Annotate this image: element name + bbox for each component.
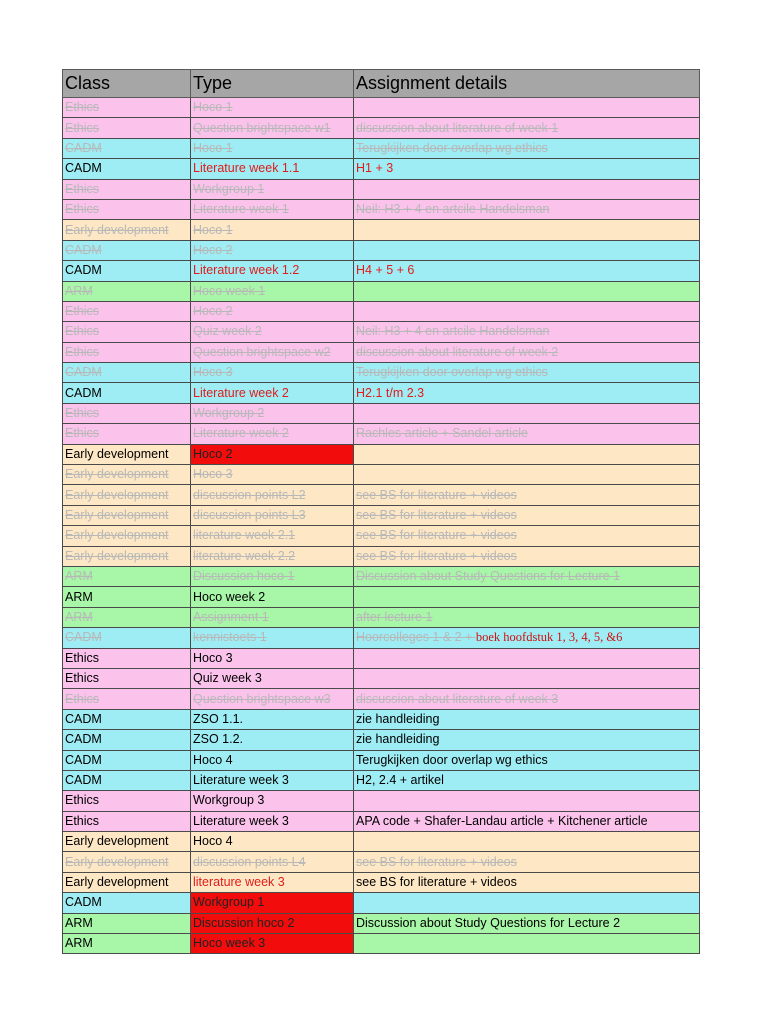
cell-assignment-details [354, 424, 700, 444]
table-row [63, 465, 700, 485]
cell-assignment-details [354, 852, 700, 872]
cell-assignment-details [354, 301, 700, 321]
cell-assignment-details [354, 363, 700, 383]
cell-type: Hoco 1 [191, 220, 354, 240]
cell-class: Early development [63, 546, 191, 566]
cell-type: kennistoets 1 [191, 628, 354, 648]
cell-class: ARM [63, 587, 191, 607]
table-row [63, 852, 700, 872]
table-row [63, 893, 700, 913]
table-row [63, 179, 700, 199]
cell-assignment-details [354, 465, 700, 485]
cell-assignment-details [354, 322, 700, 342]
cell-class: ARM [63, 281, 191, 301]
cell-assignment-details [354, 913, 700, 933]
cell-type: Literature week 2 [191, 424, 354, 444]
cell-assignment-details [354, 261, 700, 281]
cell-type: Question brightspace w1 [191, 118, 354, 138]
details-text: Hoorcolleges 1 & 2 + [356, 630, 476, 645]
details-text: Discussion about Study Questions for Lecture 2 [356, 915, 621, 930]
cell-class: ARM [63, 913, 191, 933]
table-header [63, 70, 700, 98]
table-row [63, 526, 700, 546]
cell-type: Quiz week 3 [191, 668, 354, 688]
cell-type: Workgroup 1 [191, 179, 354, 199]
cell-type: discussion points L3 [191, 505, 354, 525]
cell-class: Early development [63, 444, 191, 464]
cell-class: Early development [63, 872, 191, 892]
details-text: zie handleiding [356, 711, 440, 726]
cell-type: literature week 2.1 [191, 526, 354, 546]
table-row [63, 587, 700, 607]
cell-type: Literature week 2 [191, 383, 354, 403]
table-row [63, 689, 700, 709]
table-row [63, 648, 700, 668]
cell-type: literature week 3 [191, 872, 354, 892]
table-row [63, 403, 700, 423]
cell-assignment-details [354, 485, 700, 505]
cell-class: Ethics [63, 668, 191, 688]
cell-class: Ethics [63, 98, 191, 118]
cell-assignment-details [354, 628, 700, 648]
details-text: Terugkijken door overlap wg ethics [356, 752, 548, 767]
details-text: discussion about literature of week 2 [356, 344, 559, 359]
details-text: discussion about literature of week 3 [356, 691, 559, 706]
cell-assignment-details [354, 220, 700, 240]
table-row [63, 444, 700, 464]
cell-class: CADM [63, 159, 191, 179]
cell-class: Early development [63, 485, 191, 505]
table-row [63, 505, 700, 525]
cell-assignment-details [354, 505, 700, 525]
table-row [63, 383, 700, 403]
cell-assignment-details [354, 159, 700, 179]
cell-assignment-details [354, 791, 700, 811]
table-row [63, 628, 700, 648]
cell-assignment-details [354, 403, 700, 423]
cell-assignment-details [354, 587, 700, 607]
cell-class: Ethics [63, 301, 191, 321]
cell-type: Literature week 1 [191, 199, 354, 219]
cell-class: CADM [63, 383, 191, 403]
cell-assignment-details [354, 730, 700, 750]
cell-assignment-details [354, 893, 700, 913]
cell-class: Early development [63, 832, 191, 852]
details-text: see BS for literature + videos [356, 508, 517, 522]
header-row [63, 70, 700, 98]
cell-type: Hoco week 3 [191, 934, 354, 954]
table-row [63, 424, 700, 444]
table-row [63, 322, 700, 342]
cell-class: Ethics [63, 791, 191, 811]
cell-assignment-details [354, 648, 700, 668]
header-class: Class [63, 70, 191, 98]
cell-class: Ethics [63, 179, 191, 199]
table-row [63, 281, 700, 301]
cell-type: Discussion hoco 2 [191, 913, 354, 933]
details-text: Neil: H3 + 4 en artcile Handelsman [356, 324, 550, 339]
cell-class: CADM [63, 770, 191, 790]
table-body [63, 98, 700, 954]
cell-class: Ethics [63, 689, 191, 709]
cell-type: discussion points L4 [191, 852, 354, 872]
details-text: discussion about literature of week 1 [356, 120, 559, 135]
cell-assignment-details [354, 138, 700, 158]
details-text: Terugkijken door overlap wg ethics [356, 140, 548, 155]
cell-class: CADM [63, 240, 191, 260]
cell-assignment-details [354, 383, 700, 403]
cell-type: ZSO 1.1. [191, 709, 354, 729]
table-row [63, 872, 700, 892]
table-row [63, 240, 700, 260]
table-row [63, 199, 700, 219]
table-row [63, 220, 700, 240]
cell-class: CADM [63, 628, 191, 648]
details-text: see BS for literature + videos [356, 548, 517, 563]
cell-type: Hoco 2 [191, 240, 354, 260]
details-text: see BS for literature + videos [356, 528, 517, 543]
cell-type: Discussion hoco 1 [191, 566, 354, 586]
cell-type: Literature week 1.1 [191, 159, 354, 179]
details-text: Terugkijken door overlap wg ethics [356, 365, 548, 380]
table-row [63, 138, 700, 158]
cell-type: literature week 2.2 [191, 546, 354, 566]
cell-class: CADM [63, 730, 191, 750]
cell-type: Hoco week 1 [191, 281, 354, 301]
table-row [63, 607, 700, 627]
cell-assignment-details [354, 199, 700, 219]
table-row [63, 566, 700, 586]
details-text: Rachles article + Sandel article [356, 426, 528, 441]
cell-type: Literature week 1.2 [191, 261, 354, 281]
cell-class: ARM [63, 934, 191, 954]
details-text: APA code + Shafer-Landau article + Kitchener article [356, 813, 648, 828]
details-text: see BS for literature + videos [356, 487, 517, 502]
cell-class: CADM [63, 709, 191, 729]
table-row [63, 159, 700, 179]
cell-type: Hoco 1 [191, 138, 354, 158]
details-text: H2, 2.4 + artikel [356, 773, 444, 788]
cell-type: Assignment 1 [191, 607, 354, 627]
cell-assignment-details [354, 118, 700, 138]
table-row [63, 730, 700, 750]
details-text: H1 + 3 [356, 161, 394, 176]
cell-assignment-details [354, 240, 700, 260]
cell-type: Literature week 3 [191, 811, 354, 831]
cell-type: Quiz week 2 [191, 322, 354, 342]
cell-assignment-details [354, 811, 700, 831]
cell-type: Workgroup 1 [191, 893, 354, 913]
details-text: after lecture 1 [356, 609, 433, 624]
details-text: Discussion about Study Questions for Lecture 1 [356, 569, 621, 584]
cell-assignment-details [354, 770, 700, 790]
cell-class: Ethics [63, 199, 191, 219]
cell-type: Hoco 3 [191, 363, 354, 383]
cell-assignment-details [354, 709, 700, 729]
cell-class: Ethics [63, 118, 191, 138]
cell-class: CADM [63, 363, 191, 383]
cell-class: Ethics [63, 648, 191, 668]
cell-type: discussion points L2 [191, 485, 354, 505]
cell-assignment-details [354, 832, 700, 852]
cell-type: Question brightspace w2 [191, 342, 354, 362]
table-row [63, 98, 700, 118]
cell-class: Ethics [63, 811, 191, 831]
cell-class: Early development [63, 465, 191, 485]
details-text: H4 + 5 + 6 [356, 263, 415, 278]
cell-assignment-details [354, 179, 700, 199]
table-row [63, 709, 700, 729]
cell-assignment-details [354, 668, 700, 688]
cell-class: Ethics [63, 424, 191, 444]
cell-class: CADM [63, 750, 191, 770]
header-assignment-details: Assignment details [354, 70, 700, 98]
cell-class: ARM [63, 566, 191, 586]
table-row [63, 363, 700, 383]
cell-type: Hoco 4 [191, 750, 354, 770]
cell-type: Hoco 1 [191, 98, 354, 118]
cell-class: CADM [63, 893, 191, 913]
cell-type: ZSO 1.2. [191, 730, 354, 750]
table-row [63, 750, 700, 770]
cell-type: Workgroup 3 [191, 791, 354, 811]
cell-assignment-details [354, 342, 700, 362]
cell-assignment-details [354, 98, 700, 118]
table-row [63, 485, 700, 505]
details-text: H2.1 t/m 2.3 [356, 385, 425, 400]
details-text: Neil: H3 + 4 en artcile Handelsman [356, 202, 550, 217]
cell-assignment-details [354, 281, 700, 301]
table-row [63, 770, 700, 790]
cell-class: CADM [63, 138, 191, 158]
cell-type: Hoco week 2 [191, 587, 354, 607]
cell-type: Question brightspace w3 [191, 689, 354, 709]
cell-type: Hoco 3 [191, 648, 354, 668]
cell-assignment-details [354, 566, 700, 586]
table-row [63, 832, 700, 852]
cell-assignment-details [354, 872, 700, 892]
table-row [63, 811, 700, 831]
cell-type: Hoco 2 [191, 444, 354, 464]
details-text: see BS for literature + videos [356, 875, 517, 890]
cell-assignment-details [354, 934, 700, 954]
table-row [63, 934, 700, 954]
cell-assignment-details [354, 750, 700, 770]
cell-class: Early development [63, 526, 191, 546]
cell-assignment-details [354, 689, 700, 709]
cell-type: Hoco 3 [191, 465, 354, 485]
cell-class: ARM [63, 607, 191, 627]
table-row [63, 118, 700, 138]
table-row [63, 913, 700, 933]
table-row [63, 301, 700, 321]
table-row [63, 791, 700, 811]
details-text: see BS for literature + videos [356, 854, 517, 869]
details-extra-text: boek hoofdstuk 1, 3, 4, 5, &6 [475, 630, 623, 645]
cell-assignment-details [354, 546, 700, 566]
cell-class: Ethics [63, 403, 191, 423]
table-row [63, 668, 700, 688]
cell-class: Early development [63, 505, 191, 525]
table-row [63, 546, 700, 566]
cell-class: Ethics [63, 322, 191, 342]
cell-type: Hoco 2 [191, 301, 354, 321]
cell-type: Literature week 3 [191, 770, 354, 790]
cell-assignment-details [354, 526, 700, 546]
cell-class: Early development [63, 220, 191, 240]
cell-class: Early development [63, 852, 191, 872]
cell-type: Hoco 4 [191, 832, 354, 852]
cell-assignment-details [354, 607, 700, 627]
header-type: Type [191, 70, 354, 98]
details-text: zie handleiding [356, 732, 440, 747]
assignment-table [62, 69, 700, 954]
cell-class: CADM [63, 261, 191, 281]
table-row [63, 261, 700, 281]
cell-type: Workgroup 2 [191, 403, 354, 423]
table-row [63, 342, 700, 362]
cell-assignment-details [354, 444, 700, 464]
cell-class: Ethics [63, 342, 191, 362]
